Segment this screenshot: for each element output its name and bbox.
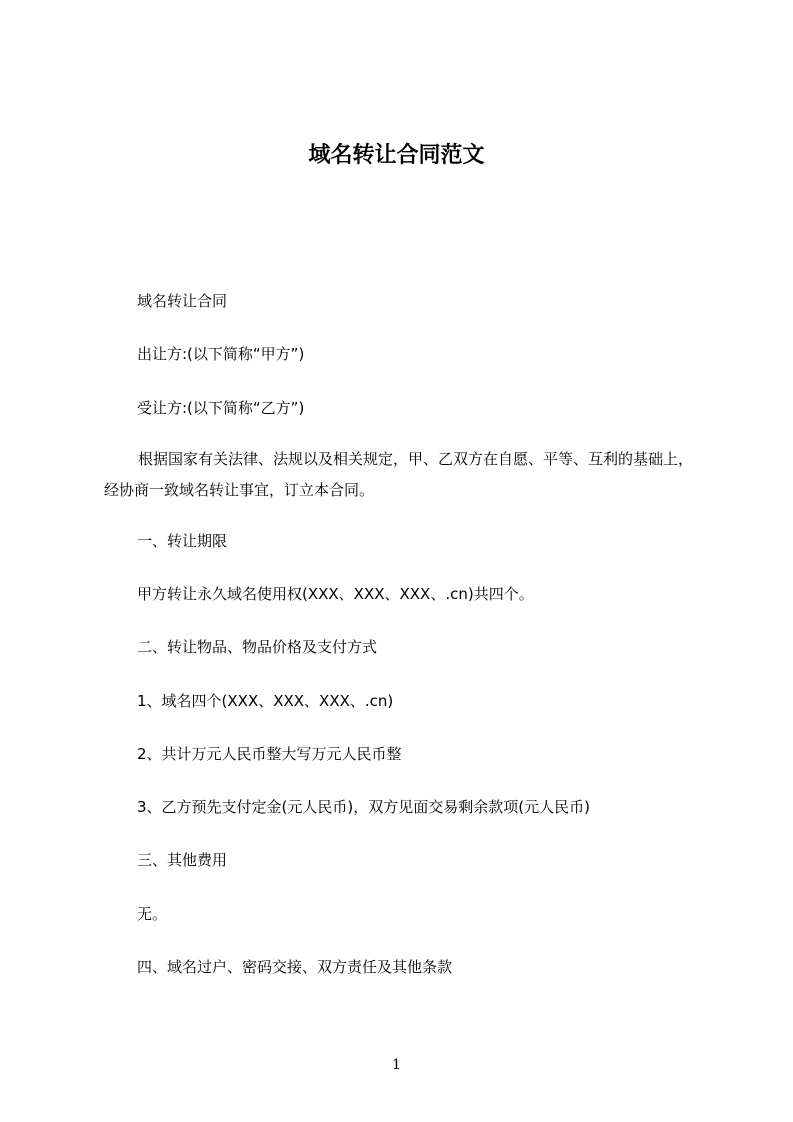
section-3-title: 三、其他费用 (137, 851, 228, 869)
section-2-item-2: 2、共计万元人民币整大写万元人民币整 (137, 745, 402, 763)
preamble-paragraph: 根据国家有关法律、法规以及相关规定，甲、乙双方在自愿、平等、互利的基础上，经协商一致域名转让事宜，订立本合同。 (104, 450, 694, 499)
section-4-title: 四、域名过户、密码交接、双方责任及其他条款 (137, 958, 453, 976)
section-1-title: 一、转让期限 (137, 532, 228, 550)
contract-heading: 域名转让合同 (137, 292, 228, 310)
document-title: 域名转让合同范文 (308, 143, 485, 168)
transferee-line: 受让方:(以下简称“乙方”) (137, 399, 305, 417)
page-number: 1 (392, 1057, 401, 1073)
section-3-body: 无。 (137, 905, 168, 923)
section-2-title: 二、转让物品、物品价格及支付方式 (137, 638, 378, 656)
section-2-item-3: 3、乙方预先支付定金(元人民币)，双方见面交易剩余款项(元人民币) (137, 798, 590, 816)
transferor-line: 出让方:(以下简称“甲方”) (137, 345, 305, 363)
section-1-body: 甲方转让永久域名使用权(XXX、XXX、XXX、.cn)共四个。 (137, 585, 534, 603)
section-2-item-1: 1、域名四个(XXX、XXX、XXX、.cn) (137, 692, 394, 710)
